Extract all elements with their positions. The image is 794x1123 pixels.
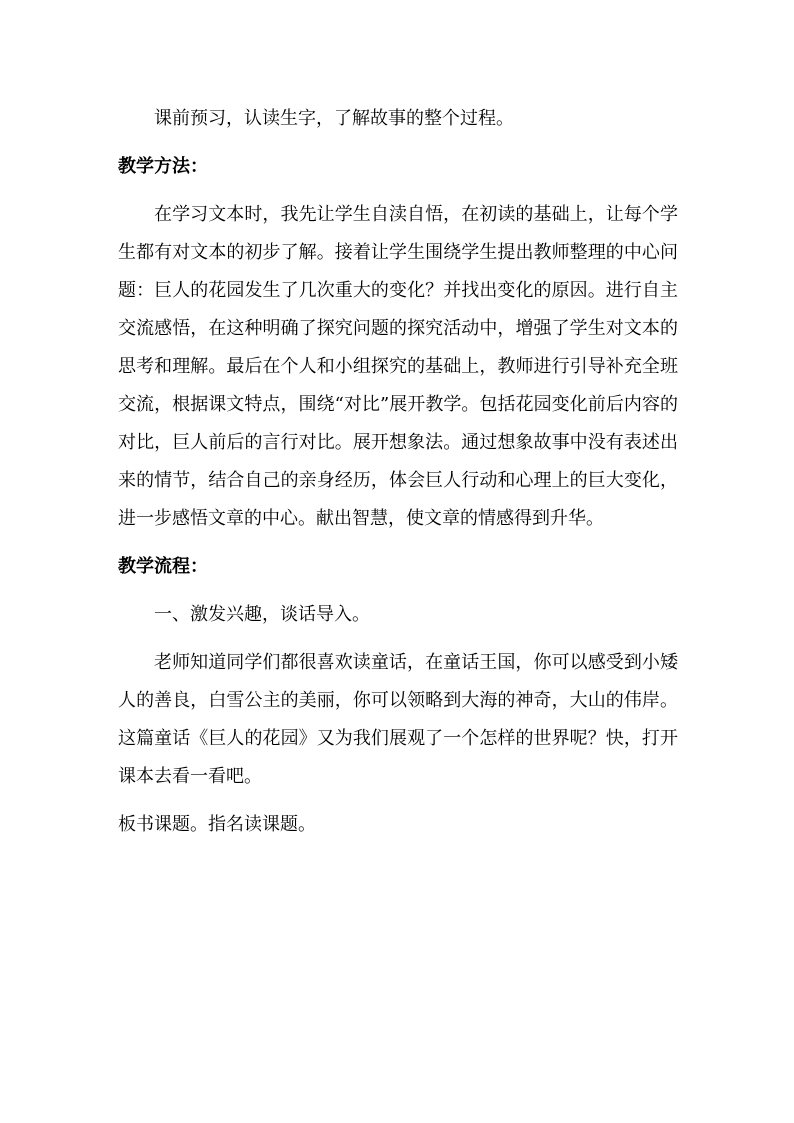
step-one-title: 一、激发兴趣，谈话导入。 <box>154 604 370 625</box>
preview-paragraph: 课前预习，认读生字，了解故事的整个过程。 <box>154 108 514 129</box>
teaching-method-paragraph: 在学习文本时，我先让学生自渎自悟，在初读的基础上，让每个学生都有对文本的初步了解。接着让学生围绕学生提出教师整理的中心问题：巨人的花园发生了几次重大的变化？并找出变化的原因。进行自主交流感悟，在这种明确了探究问题的探究活动中，增强了学生对文本的思考和理解。最后在个人和小组探究的基础上，教师进行引导补充全班交流，根据课文特点，围绕“对比”展开教学。包括花园变化前后内容的对比，巨人前后的言行对比。展开想象法。通过想象故事中没有表述出来的情节，结合自己的亲身经历，体会巨人行动和心理上的巨大变化，进一步感悟文章的中心。献出智慧，使文章的情感得到升华。 <box>118 204 678 529</box>
teaching-method-heading: 教学方法： <box>118 156 208 177</box>
document-body <box>118 100 678 854</box>
teaching-process-heading: 教学流程： <box>118 556 208 577</box>
board-title-paragraph: 板书课题。指名读课题。 <box>118 814 316 835</box>
introduction-paragraph: 老师知道同学们都很喜欢读童话，在童话王国，你可以感受到小矮人的善良，白雪公主的美丽，你可以领略到大海的神奇，大山的伟岸。这篇童话《巨人的花园》又为我们展观了一个怎样的世界呢？快，打开课本去看一看吧。 <box>118 652 678 787</box>
